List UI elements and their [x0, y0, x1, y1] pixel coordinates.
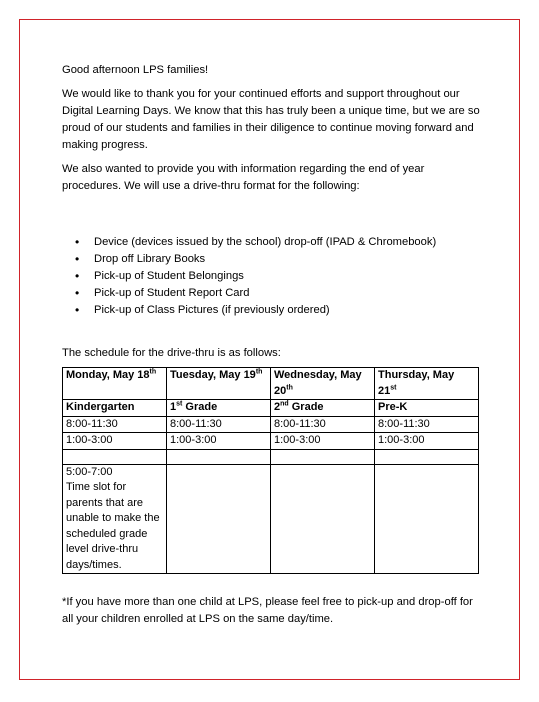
empty-cell [271, 449, 375, 464]
day-header-thursday: Thursday, May 21st [375, 368, 479, 400]
table-row [63, 464, 479, 574]
grade-cell: Kindergarten [63, 400, 167, 417]
time-cell: 1:00-3:00 [271, 433, 375, 450]
empty-cell [271, 464, 375, 574]
time-cell: 1:00-3:00 [375, 433, 479, 450]
time-cell: 8:00-11:30 [63, 416, 167, 433]
time-cell: 8:00-11:30 [167, 416, 271, 433]
schedule-intro: The schedule for the drive-thru is as follows: [62, 347, 281, 359]
grade-cell: 2nd Grade [271, 400, 375, 417]
time-cell: 1:00-3:00 [167, 433, 271, 450]
schedule-table [62, 367, 479, 574]
time-cell: 1:00-3:00 [63, 433, 167, 450]
grade-cell: 1st Grade [167, 400, 271, 417]
evening-time: 5:00-7:00 [66, 465, 113, 478]
table-row [63, 449, 479, 464]
day-header-monday: Monday, May 18th [63, 368, 167, 400]
table-row [63, 416, 479, 433]
evening-cell [63, 464, 167, 574]
letter-body [62, 62, 482, 628]
day-header-wednesday: Wednesday, May 20th [271, 368, 375, 400]
evening-note: Time slot for parents that are unable to make the scheduled grade level drive-thru days/times. [66, 481, 160, 571]
empty-cell [375, 464, 479, 574]
time-cell: 8:00-11:30 [375, 416, 479, 433]
day-header-tuesday: Tuesday, May 19th [167, 368, 271, 400]
time-cell: 8:00-11:30 [271, 416, 375, 433]
paragraph-thanks: We would like to thank you for your continued efforts and support throughout our Digital Learning Days. We know that this has truly been a unique time, but we are so proud of our students and families in their diligence to continue moving forward and making progress. [62, 88, 480, 151]
empty-cell [63, 449, 167, 464]
list-item: • Pick-up of Student Belongings [62, 268, 482, 285]
grade-cell: Pre-K [375, 400, 479, 417]
list-item: • Drop off Library Books [62, 251, 482, 268]
paragraph-procedures: We also wanted to provide you with information regarding the end of year procedures. We will use a drive-thru format for the following: [62, 163, 425, 192]
table-row [63, 400, 479, 417]
footnote: *If you have more than one child at LPS, please feel free to pick-up and drop-off for all your children enrolled at LPS on the same day/time. [62, 596, 473, 625]
list-item: • Device (devices issued by the school) drop-off (IPAD & Chromebook) [62, 234, 482, 251]
table-row [63, 368, 479, 400]
list-item: • Pick-up of Student Report Card [62, 285, 482, 302]
empty-cell [167, 449, 271, 464]
table-row [63, 433, 479, 450]
greeting: Good afternoon LPS families! [62, 64, 209, 76]
empty-cell [375, 449, 479, 464]
empty-cell [167, 464, 271, 574]
procedure-list [62, 234, 482, 319]
list-item: • Pick-up of Class Pictures (if previously ordered) [62, 302, 482, 319]
